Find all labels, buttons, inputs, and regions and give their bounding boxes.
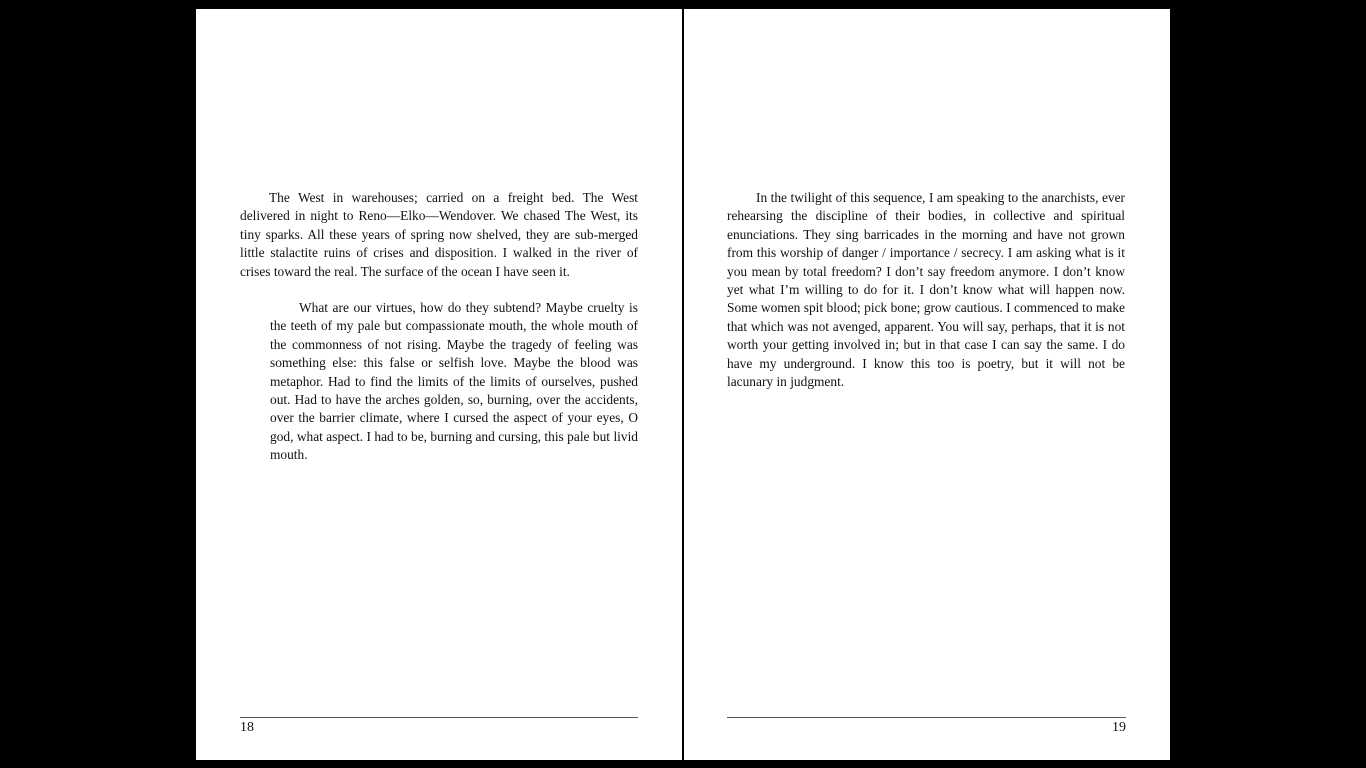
right-page-text bbox=[727, 189, 1125, 391]
page-number: 18 bbox=[240, 720, 254, 735]
indented-paragraph: What are our virtues, how do they subtend? Maybe cruelty is the teeth of my pale but compassionate mouth, the whole mouth of the commonness of not rising. Maybe the tragedy of feeling was something else: this false or selfish love. Maybe the blood was metaphor. Had to find the limits of the limits of ourselves, pushed out. Had to have the arches golden, so, burning, over the accidents, over the barrier climate, where I cursed the aspect of your eyes, O god, what aspect. I had to be, burning and cursing, this pale but livid mouth. bbox=[270, 300, 638, 463]
footer-rule bbox=[240, 717, 638, 718]
left-page-text bbox=[240, 189, 638, 465]
paragraph: The West in warehouses; carried on a freight bed. The West delivered in night to Reno—Elko—Wendover. We chased The West, its tiny sparks. All these years of spring now shelved, they are sub-merged little stalactite ruins of crises and disposition. I walked in the river of crises toward the real. The surface of the ocean I have seen it. bbox=[240, 190, 638, 279]
paragraph: In the twilight of this sequence, I am speaking to the anarchists, ever rehearsing the discipline of their bodies, in collective and spiritual enunciations. They sing barricades in the morning and have not grown from this worship of danger / importance / secrecy. I am asking what is it you mean by total freedom? I don’t say freedom anymore. I don’t know yet what I’m willing to do for it. I don’t know what will happen now. Some women spit blood; pick bone; grow cautious. I commenced to make that which was not avenged, apparent. You will say, perhaps, that it is not worth your getting involved in; but in that case I can say the same. I do have my underground. I know this too is poetry, but it will not be lacunary in judgment. bbox=[727, 190, 1125, 390]
footer-rule bbox=[727, 717, 1126, 718]
right-page bbox=[684, 9, 1170, 760]
left-page bbox=[196, 9, 682, 760]
page-number: 19 bbox=[1112, 720, 1126, 735]
